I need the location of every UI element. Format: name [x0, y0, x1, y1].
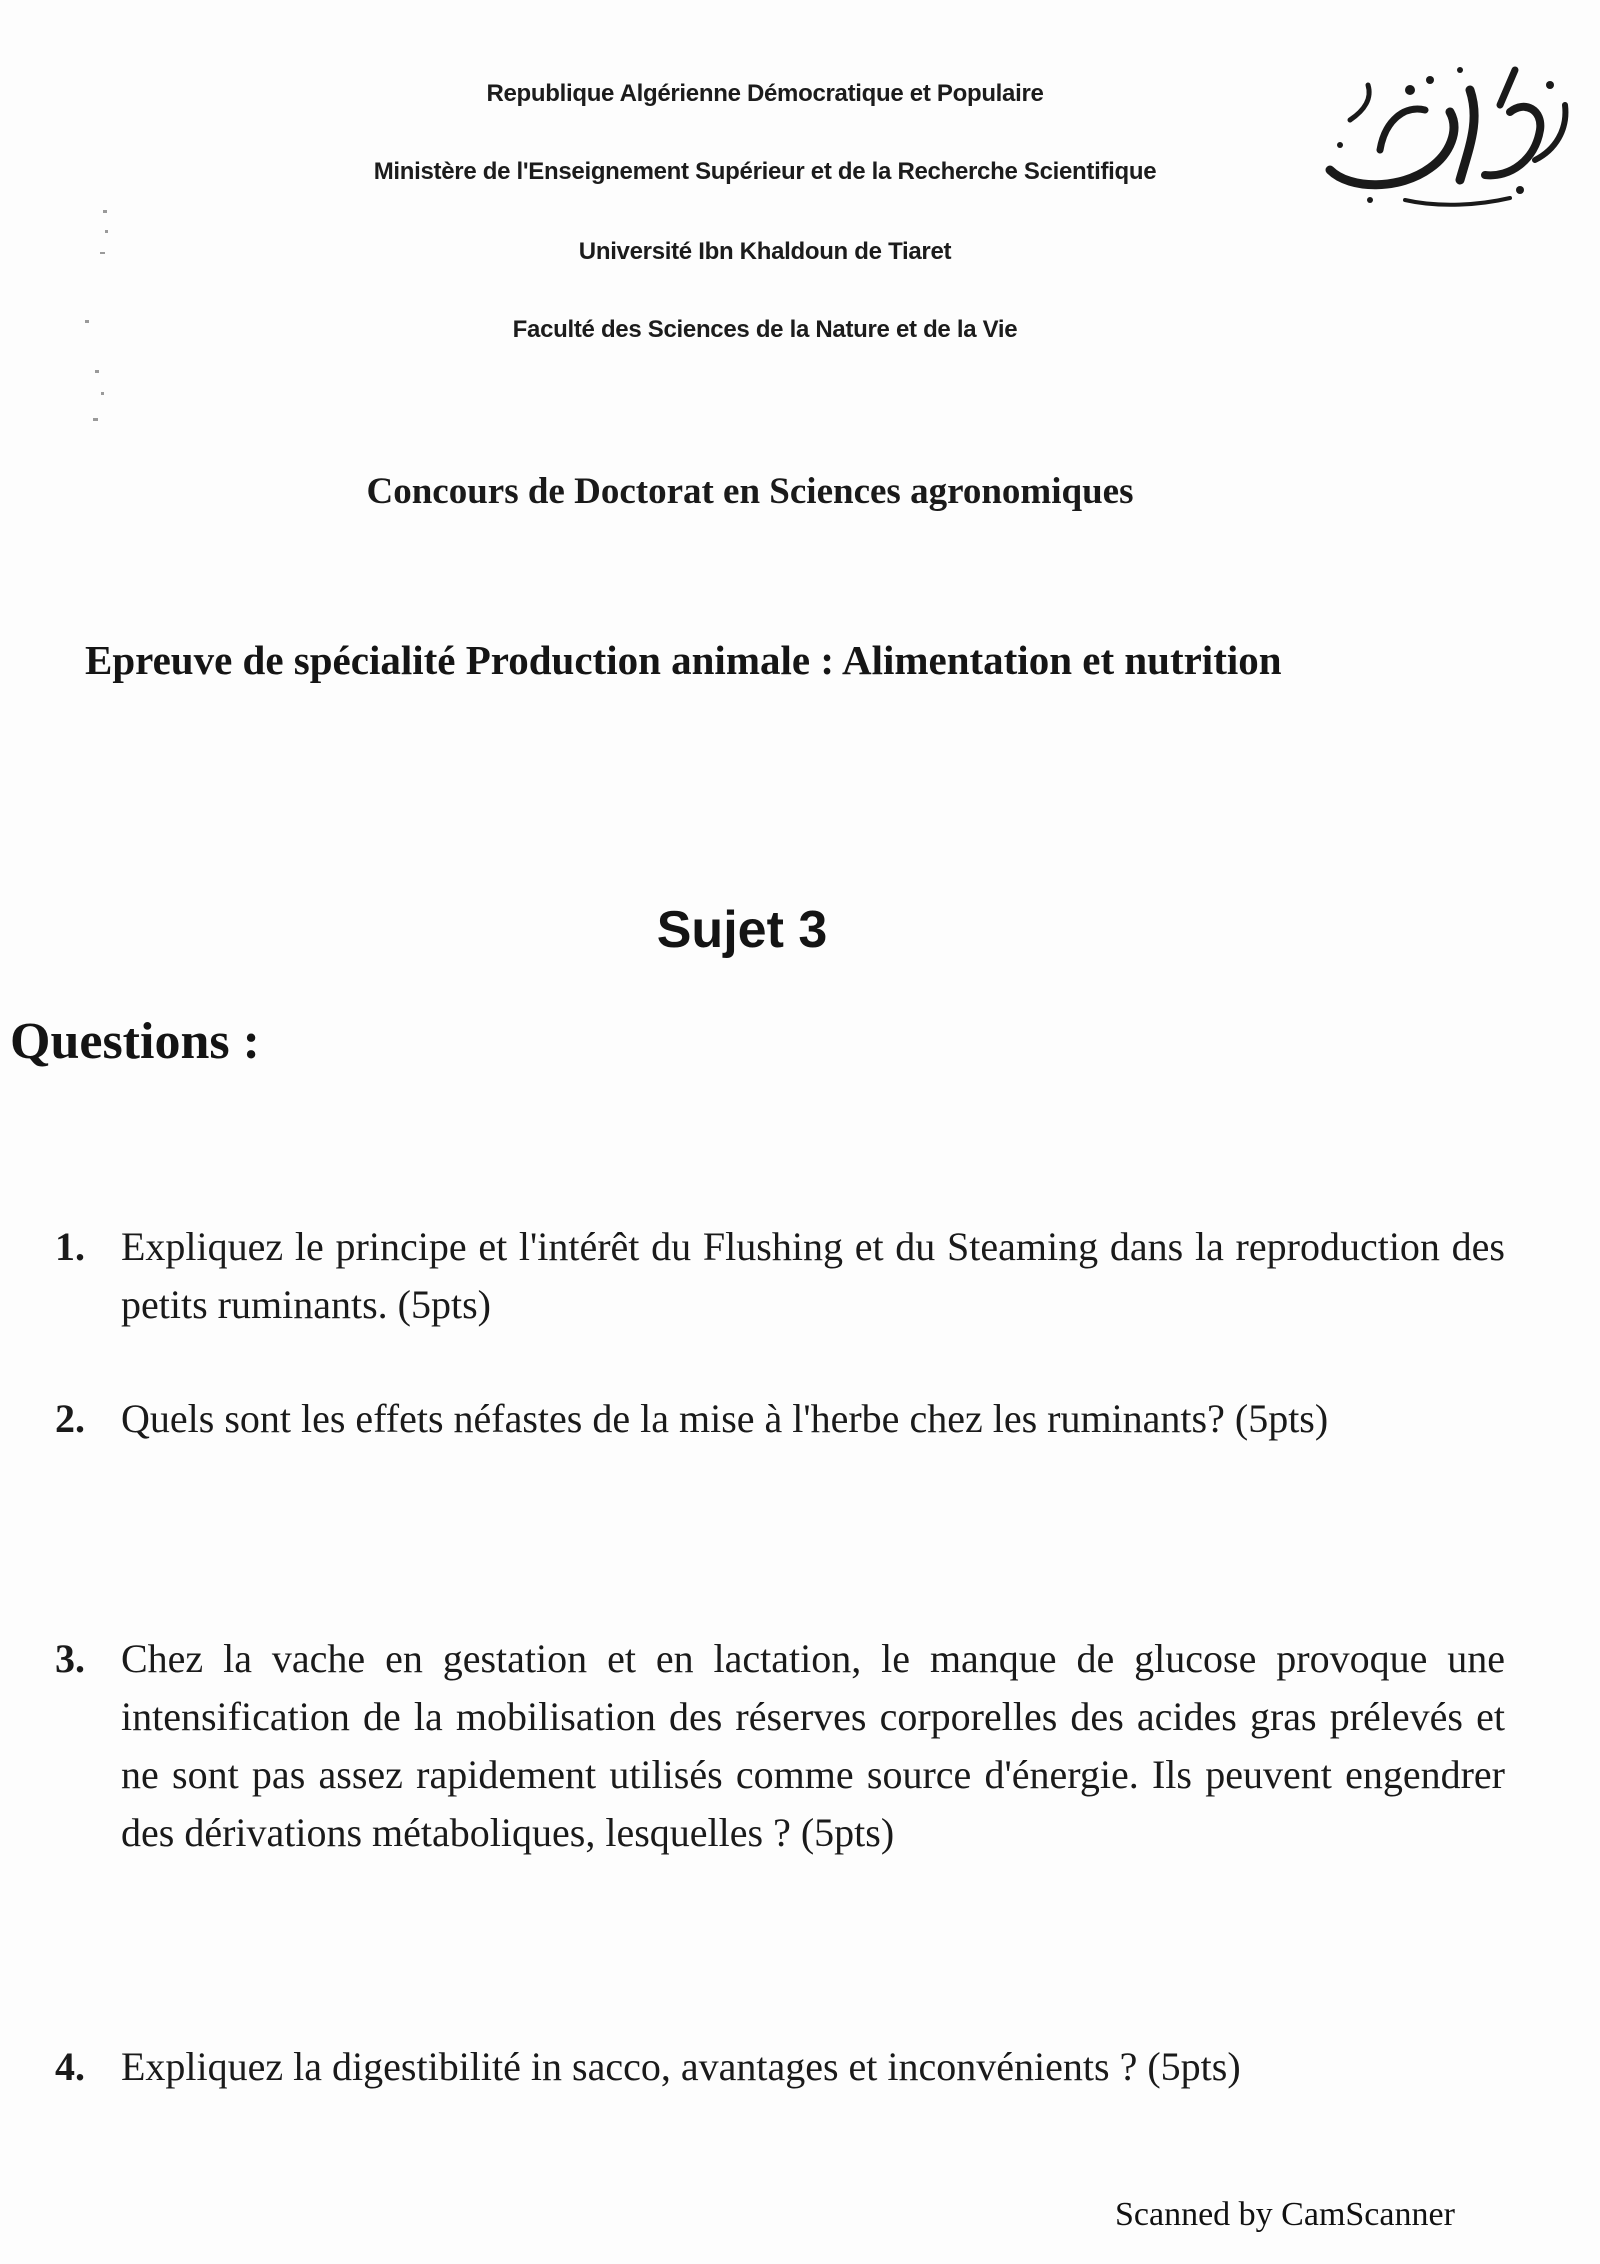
question-text: Quels sont les effets néfastes de la mise à l'herbe chez les ruminants? (5pts) [121, 1396, 1329, 1441]
header-republic: Republique Algérienne Démocratique et Populaire [486, 80, 1044, 107]
question-item [55, 1390, 1505, 1448]
competition-title: Concours de Doctorat en Sciences agronomiques [366, 471, 1134, 512]
questions-heading: Questions : [10, 1013, 260, 1070]
question-text: Expliquez le principe et l'intérêt du Flushing et du Steaming dans la reproduction des petits ruminants. (5pts) [121, 1224, 1505, 1327]
scanner-watermark: Scanned by CamScanner [1115, 2196, 1455, 2233]
header-faculty: Faculté des Sciences de la Nature et de la Vie [512, 316, 1018, 343]
question-text: Chez la vache en gestation et en lactation, le manque de glucose provoque une intensification de la mobilisation des réserves corporelles des acides gras prélevés et ne sont pas assez rapidement utilisés comme source d'énergie. Ils peuvent engendrer des dérivations métaboliques, lesquelles ? (5pts) [121, 1636, 1505, 1855]
question-item [55, 1218, 1505, 1334]
subject-title: Sujet 3 [656, 901, 828, 959]
question-text: Expliquez la digestibilité in sacco, avantages et inconvénients ? (5pts) [121, 2044, 1241, 2089]
question-number: 4. [55, 2044, 85, 2089]
exam-title: Epreuve de spécialité Production animale : Alimentation et nutrition [85, 637, 1282, 683]
header-ministry: Ministère de l'Enseignement Supérieur et de la Recherche Scientifique [373, 158, 1157, 185]
university-calligraphy-logo-icon [1310, 50, 1580, 225]
question-item [55, 2038, 1505, 2096]
scan-specks [55, 200, 115, 440]
question-item [55, 1630, 1505, 1862]
question-number: 1. [55, 1224, 85, 1269]
question-number: 2. [55, 1396, 85, 1441]
header-university: Université Ibn Khaldoun de Tiaret [578, 238, 952, 265]
question-number: 3. [55, 1636, 85, 1681]
